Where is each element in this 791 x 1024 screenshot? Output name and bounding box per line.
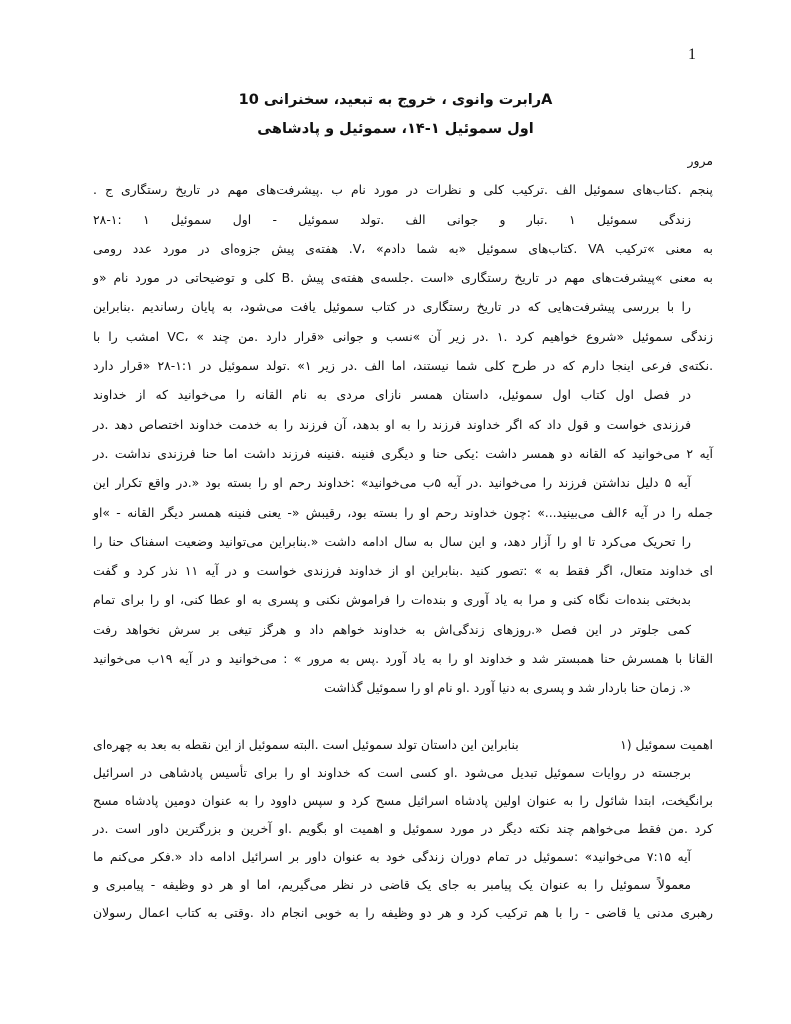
paragraph-line: «. زمان حنا باردار شد و پسری به دنیا آورد .او نام او را سموئیل گذاشت (324, 680, 691, 696)
paragraph-line: به معنی »ترکیب VA .کتاب‌های سموئیل «به شما دادم» ،V. هفته‌ی پیش جزوه‌ای در مورد عدد رومی (93, 240, 713, 256)
paragraph-line: بدبختی بنده‌ات نگاه کنی و مرا به یاد آوری و بنده‌ات را فراموش نکنی و پسری به او عطا کنی، او را برای تمام (93, 592, 691, 608)
paragraph-line: ای خداوند متعال، اگر فقط به » :تصور کنید .بنابراین او از خداوند فرزندی خواست و در آیه ۱۱ نذر کرد و گفت (93, 563, 714, 579)
paragraph-line: .نکته‌ی فرعی اینجا دارم که در طرح کلی شما نیستند، اما الف .در زیر ۱» .تولد سموئیل در ۱:۱-۲۸ «قرار دارد (93, 358, 714, 374)
paragraph-line: را با بررسی پیشرفت‌هایی که در تاریخ رستگاری در کتاب سموئیل یافت می‌شود، به پایان رساندیم .بنابراین (93, 299, 691, 315)
section-importance-of-samuel (93, 734, 713, 930)
document-title: Aرابرت وانوی ، خروج به تبعید، سخنرانی 10 (238, 92, 553, 108)
paragraph-line: فرزندی خواست و قول داد که اگر خداوند فرزند را به او بدهد، آن فرزند را به خدمت خداوند اختصاص دهد .در (93, 416, 691, 432)
paragraph-line: آیه ۵ دلیل نداشتن فرزند را می‌خوانید .در آیه ۵ب می‌خوانید» :خداوند رحم او را بسته بود «.در واقع تکرار این (93, 475, 691, 491)
paragraph-line: پنجم .کتاب‌های سموئیل الف .ترکیب کلی و نظرات در مورد نام ب .پیشرفت‌های مهم در تاریخ رستگاری ج . (93, 182, 713, 198)
paragraph-line: آیه ۷:۱۵ می‌خوانید» :سموئیل در تمام دوران زندگی خود به عنوان داور بر اسرائیل ادامه داد «.فکر می‌کنم ما (93, 849, 691, 864)
page-number: 1 (688, 46, 696, 63)
paragraph-line: برجسته در روایات سموئیل تبدیل می‌شود .او کسی است که خداوند او را برای تأسیس پادشاهی در اسرائیل (93, 765, 691, 780)
paragraph-line: رهبری مدنی یا قاضی - را با هم ترکیب کرد و هر دو وظیفه را به خوبی انجام داد .وقتی به کتاب اعمال رسولان (93, 905, 713, 920)
paragraph-line: در فصل اول کتاب اول سموئیل، داستان همسر نازای مردی به نام القانه را می‌خوانید که از خداوند (93, 387, 691, 403)
paragraph-line: آیه ۲ می‌خوانید که القانه دو همسر داشت :یکی حنا و دیگری فنینه .فنینه فرزند داشت اما حنا فرزندی نداشت .در (93, 445, 713, 461)
paragraph-line: معمولاً سموئیل را به عنوان یک پیامبر به جای یک قاضی در نظر می‌گیریم، اما او هر دو وظیفه - پیامبری و (93, 877, 691, 892)
paragraph-line: القانا با همسرش حنا همبستر شد و خداوند او را به یاد آورد .پس به مرور » : می‌خوانید و در آیه ۱۹ب می‌خوانید (93, 651, 714, 667)
section-review (93, 150, 713, 707)
paragraph-line: برانگیخت، ابتدا شائول را به عنوان اولین پادشاه اسرائیل مسح کرد و سپس داوود را به عنوان دومین پادشاه مسح (93, 793, 713, 808)
paragraph-line: کمی جلوتر در این فصل «.روزهای زندگی‌اش به خداوند خواهم داد و هرگز تیغی بر سرش نخواهد رفت (93, 621, 691, 637)
document-subtitle: اول سموئیل ۱-۱۴، سموئیل و پادشاهی (257, 121, 534, 137)
paragraph-line: به معنی »پیشرفت‌های مهم در تاریخ رستگاری «است .جلسه‌ی هفته‌ی پیش .B کلی و توضیحاتی در مورد نام «و (93, 270, 713, 286)
paragraph-line: جمله را در آیه ۶الف می‌بینید...» :چون خداوند رحم او را بسته بود، رقیبش «- یعنی فنینه همسر دیگر القانه - »او (93, 504, 713, 520)
paragraph-line: بنابراین این داستان تولد سموئیل است .البته سموئیل از این نقطه به بعد به چهره‌ای (93, 737, 519, 752)
paragraph-line: را تحریک می‌کرد تا او را آزار دهد، و این سال به سال ادامه داشت «.بنابراین می‌توانید وضعیت اسفناک حنا را (93, 533, 691, 549)
paragraph-line: زندگی سموئیل ۱ .تبار و جوانی الف .تولد سموئیل - اول سموئیل ۱ :۱-۲۸ (93, 211, 691, 227)
section-heading-importance: اهمیت سموئیل (۱ (620, 737, 713, 752)
section-heading-review: مرور (687, 153, 713, 168)
paragraph-first-line (93, 734, 713, 762)
paragraph-line: کرد .من فقط می‌خواهم چند نکته دیگر در مورد سموئیل و اهمیت او بگویم .او آخرین و بزرگترین داور است .در (93, 821, 713, 836)
paragraph-line: زندگی سموئیل «شروع خواهیم کرد .۱ .در زیر آن »نسب و جوانی «قرار دارد .من چند » ،VC امشب را با (93, 328, 713, 344)
